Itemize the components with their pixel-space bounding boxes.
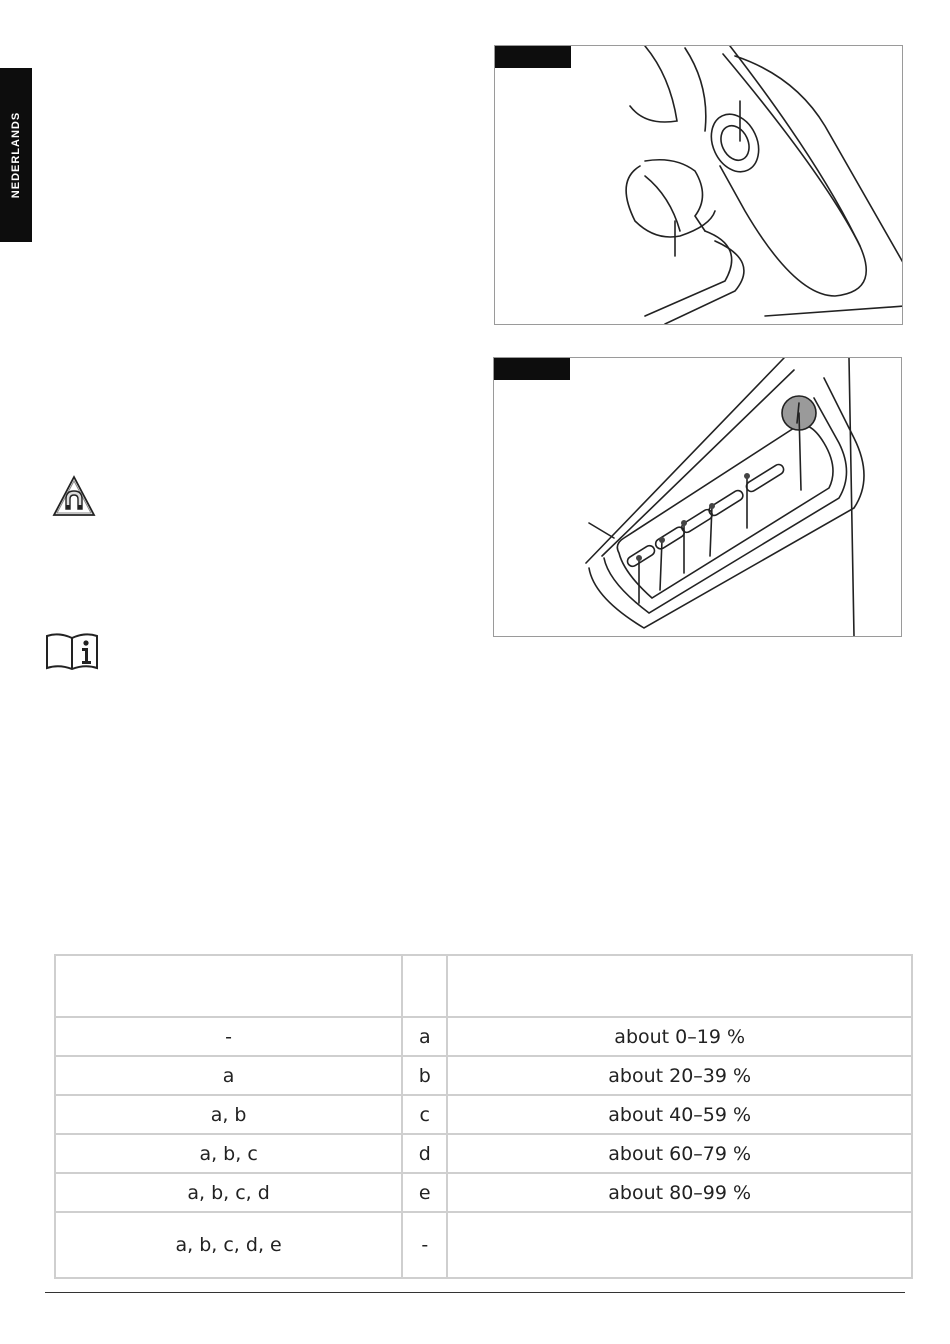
charge-level-cell: about 0–19 % bbox=[447, 1017, 912, 1056]
charge-level-cell bbox=[447, 1212, 912, 1278]
table-row bbox=[55, 1212, 912, 1278]
flashing-led-cell: d bbox=[402, 1134, 447, 1173]
lit-leds-cell: a, b bbox=[55, 1095, 402, 1134]
language-tab bbox=[0, 68, 32, 242]
flashing-led-cell: c bbox=[402, 1095, 447, 1134]
table-row bbox=[55, 1173, 912, 1212]
figure-charge-level-indicator bbox=[493, 357, 902, 637]
language-label: NEDERLANDS bbox=[10, 111, 22, 199]
lit-leds-cell: - bbox=[55, 1017, 402, 1056]
charge-level-cell: about 20–39 % bbox=[447, 1056, 912, 1095]
table-row bbox=[55, 1056, 912, 1095]
lit-leds-cell: a, b, c, d bbox=[55, 1173, 402, 1212]
table-header-row bbox=[55, 955, 912, 1017]
table-row bbox=[55, 1134, 912, 1173]
table-row bbox=[55, 1017, 912, 1056]
charge-indicator-illustration bbox=[494, 358, 901, 636]
charge-level-cell: about 60–79 % bbox=[447, 1134, 912, 1173]
lit-leds-cell: a, b, c bbox=[55, 1134, 402, 1173]
charge-level-cell: about 80–99 % bbox=[447, 1173, 912, 1212]
header-cell bbox=[447, 955, 912, 1017]
figure-charger-connection bbox=[494, 45, 903, 325]
flashing-led-cell: - bbox=[402, 1212, 447, 1278]
header-cell bbox=[55, 955, 402, 1017]
charger-illustration bbox=[495, 46, 902, 324]
lit-leds-cell: a bbox=[55, 1056, 402, 1095]
flashing-led-cell: e bbox=[402, 1173, 447, 1212]
manual-info-icon bbox=[45, 632, 99, 670]
footer-rule bbox=[45, 1292, 905, 1293]
magnet-warning-icon bbox=[52, 475, 96, 517]
lit-leds-cell: a, b, c, d, e bbox=[55, 1212, 402, 1278]
table-row bbox=[55, 1095, 912, 1134]
flashing-led-cell: a bbox=[402, 1017, 447, 1056]
header-cell bbox=[402, 955, 447, 1017]
charge-level-table bbox=[54, 954, 913, 1279]
flashing-led-cell: b bbox=[402, 1056, 447, 1095]
charge-level-cell: about 40–59 % bbox=[447, 1095, 912, 1134]
